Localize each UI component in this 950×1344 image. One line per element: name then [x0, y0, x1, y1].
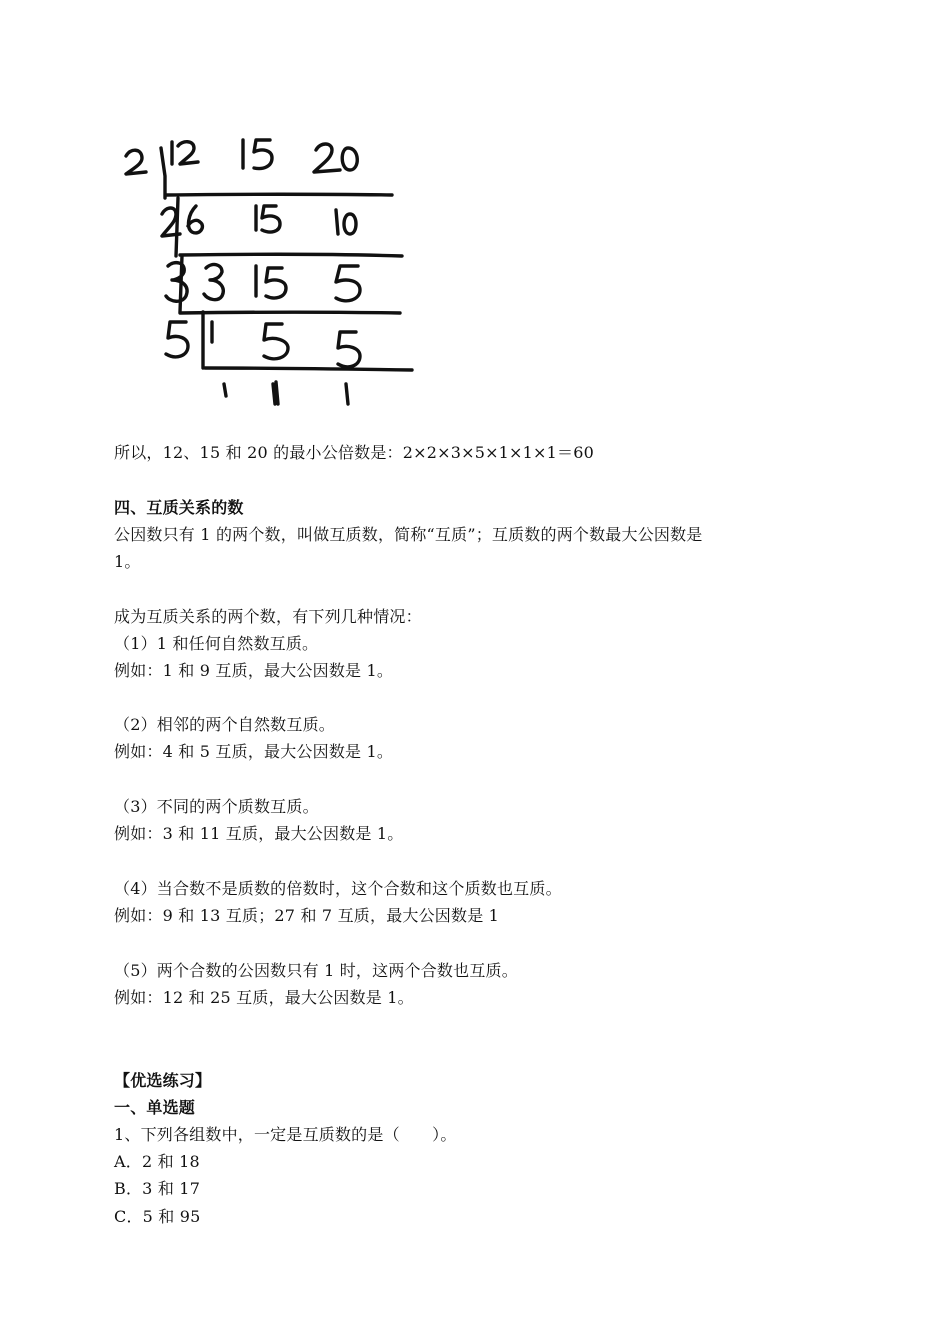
option-c: C．5 和 95 [114, 1207, 201, 1226]
definition-line: 1。 [114, 552, 141, 571]
ladder-rule-2 [180, 254, 402, 256]
digit-5 [266, 268, 286, 298]
digit-1 [336, 210, 338, 234]
digit-5 [264, 324, 288, 359]
digit-1 [346, 384, 348, 404]
digit-2 [314, 144, 340, 172]
ladder-division-handwriting [110, 118, 430, 418]
digit-5 [262, 206, 280, 232]
digit-2 [126, 150, 146, 174]
digit-5 [338, 332, 360, 367]
case-example: 例如：12 和 25 互质，最大公因数是 1。 [114, 988, 414, 1007]
case-example: 例如：4 和 5 互质，最大公因数是 1。 [114, 742, 394, 761]
case-rule: （2）相邻的两个自然数互质。 [114, 715, 335, 734]
digit-0 [342, 148, 357, 170]
definition-line: 公因数只有 1 的两个数，叫做互质数，简称“互质”；互质数的两个数最大公因数是 [114, 525, 703, 544]
digit-2 [178, 142, 198, 164]
option-b: B．3 和 17 [114, 1179, 201, 1198]
case-example: 例如：9 和 13 互质；27 和 7 互质，最大公因数是 1 [114, 906, 500, 925]
digit-6 [188, 206, 202, 233]
case-example: 例如：1 和 9 互质，最大公因数是 1。 [114, 661, 394, 680]
section-heading: 四、互质关系的数 [114, 498, 244, 517]
digit-5 [254, 140, 272, 169]
digit-3 [166, 263, 187, 302]
case-rule: （1）1 和任何自然数互质。 [114, 634, 319, 653]
digit-5 [166, 322, 188, 357]
digit-3 [204, 265, 223, 300]
ladder-rule-4 [205, 368, 412, 370]
digit-5 [336, 266, 360, 301]
case-example: 例如：3 和 11 互质，最大公因数是 1。 [114, 824, 404, 843]
ladder-rule-3 [180, 312, 400, 313]
practice-heading: 【优选练习】 [114, 1071, 212, 1090]
question-text: 1、下列各组数中，一定是互质数的是（ ）。 [114, 1125, 457, 1144]
digit-0 [344, 214, 356, 234]
practice-subheading: 一、单选题 [114, 1098, 196, 1117]
lcm-conclusion: 所以，12、15 和 20 的最小公倍数是：2×2×3×5×1×1×1＝60 [114, 443, 594, 462]
digit-1 [273, 382, 278, 404]
case-rule: （4）当合数不是质数的倍数时，这个合数和这个质数也互质。 [114, 879, 562, 898]
cases-intro: 成为互质关系的两个数，有下列几种情况： [114, 607, 422, 626]
case-rule: （3）不同的两个质数互质。 [114, 797, 319, 816]
digit-1 [224, 384, 226, 396]
case-rule: （5）两个合数的公因数只有 1 时，这两个合数也互质。 [114, 961, 518, 980]
ladder-rule-1 [166, 194, 392, 195]
option-a: A．2 和 18 [114, 1152, 200, 1171]
